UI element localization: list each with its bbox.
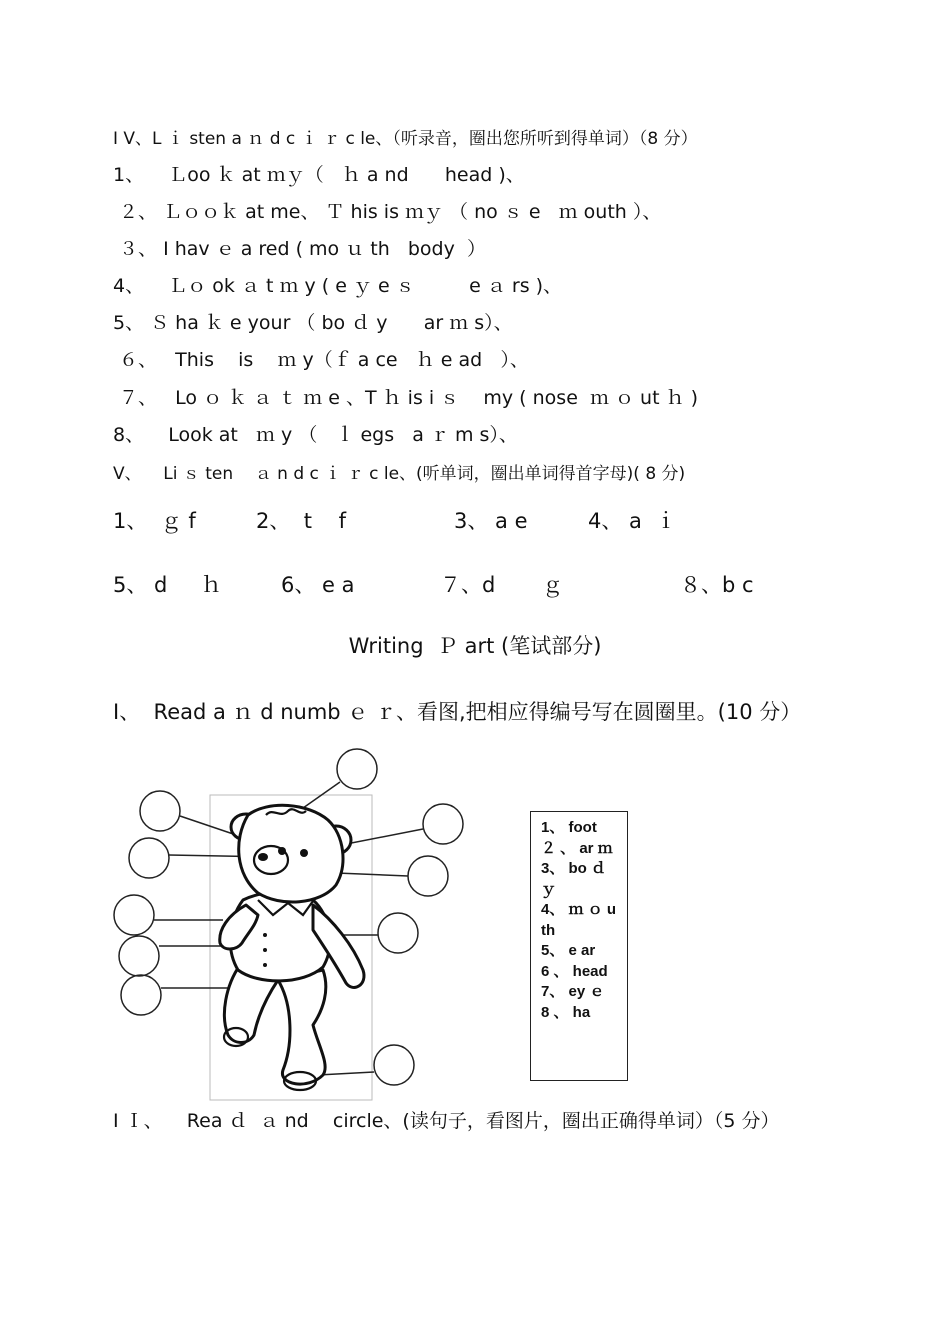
answer-circle-4 xyxy=(129,838,169,878)
part-i-heading: I、 Read a ｎ d numb ｅ ｒ、看图,把相应得编号写在圆圈里。(10 分） xyxy=(113,700,802,724)
letter-item-8: ８、b c xyxy=(680,573,754,597)
listen-item-8: 8、 Look at ｍ y （ ｌ egs a ｒ m s）、 xyxy=(113,424,518,446)
letter-item-7: ７、d ｇ xyxy=(440,573,564,597)
answer-circle-6 xyxy=(114,895,154,935)
word-list-item: 1、 foot xyxy=(541,819,597,836)
listen-item-5: 5、 Ｓ ha ｋ e your （ bo ｄ y ar ｍ s）、 xyxy=(113,312,513,334)
listen-item-2: ２、 Ｌｏｏｋ at me、 Ｔ his is ｍｙ （ no ｓ e ｍ outh ）、 xyxy=(113,201,662,223)
part-ii-heading: I Ｉ、 Rea ｄ ａ nd circle、(读句子，看图片，圈出正确得单词）（5 分） xyxy=(113,1110,780,1132)
listen-item-1: 1、 Ｌoo ｋ at ｍｙ（ ｈ a nd head )、 xyxy=(113,164,525,186)
answer-circle-10 xyxy=(374,1045,414,1085)
letter-item-4: 4、 a ｉ xyxy=(588,509,677,533)
word-list-item: 4、 ｍ ｏ uth xyxy=(541,901,617,939)
word-list-item: ２ 、 ar ｍ xyxy=(541,839,613,857)
listen-item-7: ７、 Lo ｏ ｋ ａ ｔ ｍ e 、T ｈ is i ｓ my ( nose ｍ ｏ ut ｈ ) xyxy=(113,387,699,409)
letter-item-1: 1、 ｇ f xyxy=(113,509,196,533)
letter-item-3: 3、 a e xyxy=(454,509,528,533)
word-list-item: 3、 bo ｄｙ xyxy=(541,860,607,898)
section-v-heading: V、 Li ｓ ten ａ n d c ｉ ｒ c le、(听单词，圈出单词得首字母)( 8 分) xyxy=(113,464,686,484)
teddy-bear-figure xyxy=(108,745,480,1105)
listen-item-3: ３、 I hav ｅ a red ( mo ｕ th body ） xyxy=(113,238,486,260)
answer-circle-2 xyxy=(140,791,180,831)
word-list-item: 6 、 head xyxy=(541,962,608,980)
word-list-item: 8 、 ha xyxy=(541,1003,591,1021)
answer-circle-1 xyxy=(337,749,377,789)
word-list-box xyxy=(530,811,628,1081)
word-list-item: 5、 e ar xyxy=(541,942,596,959)
letter-item-2: 2、 t f xyxy=(256,509,347,533)
section-iv-heading: I V、L ｉ sten a ｎ d c ｉ ｒ c le、（听录音，圈出您所听到得单词）（8 分） xyxy=(113,129,698,149)
letter-item-5: 5、 d ｈ xyxy=(113,573,222,597)
answer-circle-7 xyxy=(378,913,418,953)
listen-item-4: 4、 Ｌｏ ok ａ t ｍ y ( e ｙ e ｓ e ａ rs )、 xyxy=(113,275,563,297)
answer-circle-8 xyxy=(119,936,159,976)
listen-item-6: ６、 This is ｍ y（ｆ a ce ｈ e ad ）、 xyxy=(113,349,529,371)
word-list-item: 7、 ey ｅ xyxy=(541,983,605,1000)
answer-circle-5 xyxy=(408,856,448,896)
writing-part-title: Writing Ｐ art (笔试部分) xyxy=(348,634,602,658)
answer-circle-9 xyxy=(121,975,161,1015)
answer-circle-3 xyxy=(423,804,463,844)
letter-item-6: 6、 e a xyxy=(281,573,355,597)
